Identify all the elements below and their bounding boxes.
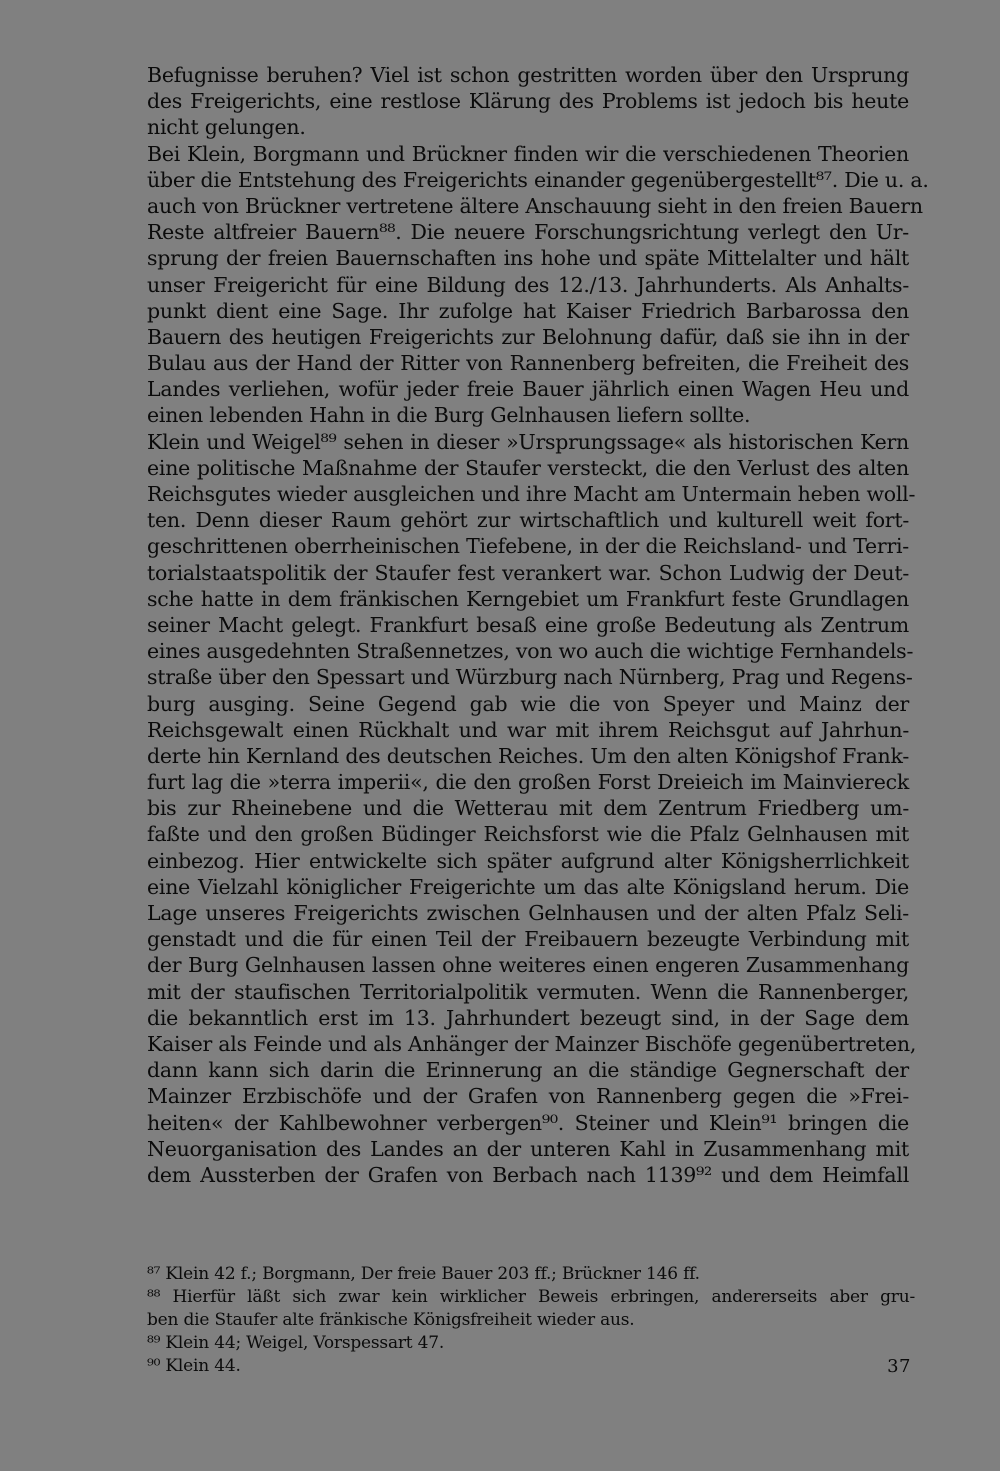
text-line: furt lag die »terra imperii«, die den großen Forst Dreieich im Mainviereck xyxy=(147,770,909,795)
text-line: torialstaatspolitik der Staufer fest verankert war. Schon Ludwig der Deut- xyxy=(147,560,909,585)
text-line: über die Entstehung des Freigerichts einander gegenübergestellt⁸⁷. Die u. a. xyxy=(147,167,929,192)
text-line: Reste altfreier Bauern⁸⁸. Die neuere Forschungsrichtung verlegt den Ur- xyxy=(147,220,909,245)
page-number: 37 xyxy=(887,1356,911,1377)
text-line: derte hin Kernland des deutschen Reiches. Um den alten Königshof Frank- xyxy=(147,743,909,768)
text-line: Bei Klein, Borgmann und Brückner finden wir die verschiedenen Theorien xyxy=(147,141,909,166)
text-line: nicht gelungen. xyxy=(147,115,306,140)
footnotes xyxy=(147,1263,915,1378)
text-line: dem Aussterben der Grafen von Berbach nach 1139⁹² und dem Heimfall xyxy=(147,1162,909,1187)
text-line: Landes verliehen, wofür jeder freie Bauer jährlich einen Wagen Heu und xyxy=(147,377,909,402)
text-line: seiner Macht gelegt. Frankfurt besaß eine große Bedeutung als Zentrum xyxy=(147,612,909,637)
footnote: ⁸⁷ Klein 42 f.; Borgmann, Der freie Bauer 203 ff.; Brückner 146 ff. xyxy=(147,1264,700,1284)
text-line: des Freigerichts, eine restlose Klärung des Problems ist jedoch bis heute xyxy=(147,89,909,114)
text-line: sprung der freien Bauernschaften ins hohe und späte Mittelalter und hält xyxy=(147,246,909,271)
footnote: ⁸⁹ Klein 44; Weigel, Vorspessart 47. xyxy=(147,1333,445,1353)
text-line: heiten« der Kahlbewohner verbergen⁹⁰. Steiner und Klein⁹¹ bringen die xyxy=(147,1110,909,1135)
text-line: die bekanntlich erst im 13. Jahrhundert bezeugt sind, in der Sage dem xyxy=(147,1005,909,1030)
text-line: Befugnisse beruhen? Viel ist schon gestritten worden über den Ursprung xyxy=(147,63,909,87)
text-line: Bulau aus der Hand der Ritter von Rannenberg befreiten, die Freiheit des xyxy=(147,351,909,376)
text-line: Reichsgutes wieder ausgleichen und ihre Macht am Untermain heben woll- xyxy=(147,482,916,506)
text-line: faßte und den großen Büdinger Reichsforst wie die Pfalz Gelnhausen mit xyxy=(147,822,909,847)
text-line: auch von Brückner vertretene ältere Anschauung sieht in den freien Bauern xyxy=(147,193,923,218)
text-line: mit der staufischen Territorialpolitik vermuten. Wenn die Rannenberger, xyxy=(147,979,909,1004)
footnote: ⁸⁸ Hierfür läßt sich zwar kein wirklicher Beweis erbringen, andererseits aber gru- xyxy=(147,1287,915,1307)
text-line: eine Vielzahl königlicher Freigerichte um das alte Königsland herum. Die xyxy=(147,874,909,899)
text-line: einbezog. Hier entwickelte sich später aufgrund alter Königsherrlichkeit xyxy=(147,848,909,873)
text-line: unser Freigericht für eine Bildung des 12./13. Jahrhunderts. Als Anhalts- xyxy=(147,272,909,297)
text-line: ten. Denn dieser Raum gehört zur wirtschaftlich und kulturell weit fort- xyxy=(147,508,909,533)
body-text xyxy=(147,62,929,1188)
text-line: Reichsgewalt einen Rückhalt und war mit ihrem Reichsgut auf Jahrhun- xyxy=(147,717,909,742)
text-line: straße über den Spessart und Würzburg nach Nürnberg, Prag und Regens- xyxy=(147,665,913,690)
text-line: eine politische Maßnahme der Staufer versteckt, die den Verlust des alten xyxy=(147,455,909,480)
text-line: punkt dient eine Sage. Ihr zufolge hat Kaiser Friedrich Barbarossa den xyxy=(147,298,909,323)
footnote: ⁹⁰ Klein 44. xyxy=(147,1356,241,1376)
text-line: Kaiser als Feinde und als Anhänger der Mainzer Bischöfe gegenübertreten, xyxy=(147,1031,917,1056)
text-line: sche hatte in dem fränkischen Kerngebiet um Frankfurt feste Grundlagen xyxy=(147,586,909,611)
text-line: der Burg Gelnhausen lassen ohne weiteres einen engeren Zusammenhang xyxy=(147,953,909,978)
text-line: Neuorganisation des Landes an der unteren Kahl in Zusammenhang mit xyxy=(147,1136,909,1161)
text-line: Mainzer Erzbischöfe und der Grafen von Rannenberg gegen die »Frei- xyxy=(147,1084,909,1109)
text-line: genstadt und die für einen Teil der Freibauern bezeugte Verbindung mit xyxy=(147,927,909,952)
text-line: eines ausgedehnten Straßennetzes, von wo auch die wichtige Fernhandels- xyxy=(147,639,914,664)
text-line: Lage unseres Freigerichts zwischen Gelnhausen und der alten Pfalz Seli- xyxy=(147,901,909,925)
text-line: Bauern des heutigen Freigerichts zur Belohnung dafür, daß sie ihn in der xyxy=(147,324,909,349)
text-line: Klein und Weigel⁸⁹ sehen in dieser »Ursprungssage« als historischen Kern xyxy=(147,429,909,454)
footnote-continuation: ben die Staufer alte fränkische Königsfreiheit wieder aus. xyxy=(147,1310,635,1330)
text-line: bis zur Rheinebene und die Wetterau mit dem Zentrum Friedberg um- xyxy=(147,796,909,821)
text-line: burg ausging. Seine Gegend gab wie die von Speyer und Mainz der xyxy=(147,691,909,716)
text-line: dann kann sich darin die Erinnerung an die ständige Gegnerschaft der xyxy=(147,1058,909,1083)
text-line: geschrittenen oberrheinischen Tiefebene, in der die Reichsland- und Terri- xyxy=(147,534,909,559)
text-line: einen lebenden Hahn in die Burg Gelnhausen liefern sollte. xyxy=(147,403,751,428)
